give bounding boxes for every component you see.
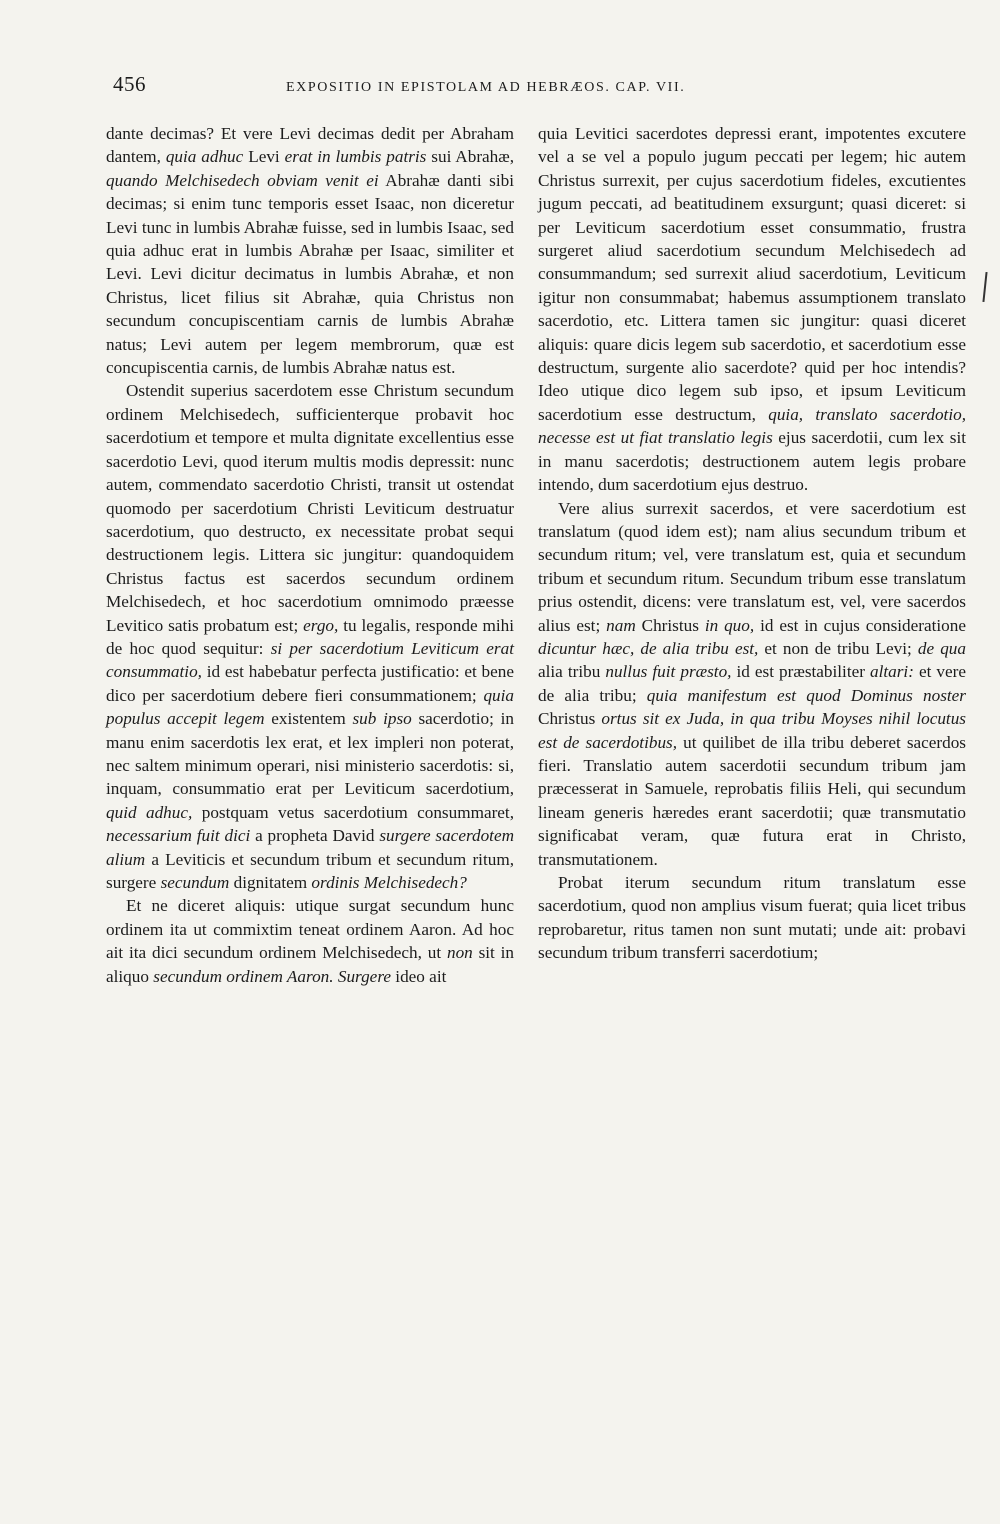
paragraph: [106, 122, 514, 379]
text-run: Levi: [243, 147, 285, 167]
italic-text: non: [446, 943, 473, 963]
page-number: 456: [113, 72, 146, 96]
italic-text: necessarium fuit dici: [106, 826, 251, 846]
text-run: Et ne diceret aliquis: utique surgat secundum hunc ordinem ita ut commixtim teneat ordinem Aaron. Ad hoc ait ita dici secundum ordinem Melchisedech, ut: [106, 896, 514, 963]
text-run: a Leviticis et secundum tribum et secundum ritum, surgere: [106, 849, 514, 892]
paragraph: [538, 871, 966, 965]
text-run: postquam vetus sacerdotium consummaret,: [192, 802, 515, 822]
text-run: id est in cujus consideratione: [754, 615, 966, 635]
text-run: et non de tribu Levi;: [758, 638, 918, 658]
text-run: tu legalis, responde mihi de hoc quod sequitur:: [106, 615, 514, 658]
text-run: sit in aliquo: [106, 943, 515, 986]
italic-text: secundum: [160, 873, 230, 892]
italic-text: surgere sacerdotem alium: [106, 826, 514, 869]
text-run: Vere alius surrexit sacerdos, et vere sacerdotium est translatum (quod idem est); nam alius secundum tribum et secundum ritum; vel, vere translatum est, quia et secundum tribum et secundum ritum. Secundum tribum esse translatum prius ostendit, dicens: vere translatum est, vel, vere sacerdos alius est;: [538, 498, 966, 635]
italic-text: ergo,: [303, 615, 339, 635]
italic-text: sub ipso: [352, 709, 412, 729]
margin-mark: [982, 272, 987, 302]
paragraph: [106, 379, 514, 894]
italic-text: quia adhuc: [165, 147, 244, 167]
italic-text: quia, translato sacerdotio, necesse est ut fiat translatio legis: [538, 404, 966, 448]
text-run: id est habebatur perfecta justificatio: et bene dico per sacerdotium debere fieri consummationem;: [106, 662, 514, 705]
text-run: ejus sacerdotii, cum lex sit in manu sacerdotis; destructionem autem legis probare intendo, dum sacerdotium ejus destruo.: [538, 428, 966, 495]
text-run: Christus: [538, 709, 602, 729]
italic-text: secundum ordinem Aaron. Surgere: [153, 966, 391, 986]
text-run: id est præstabiliter: [731, 662, 870, 682]
italic-text: nullus fuit præsto,: [605, 662, 732, 682]
italic-text: ordinis Melchisedech?: [311, 873, 467, 892]
text-run: sui Abrahæ,: [426, 147, 515, 167]
text-run: et vere de alia tribu;: [538, 662, 966, 705]
text-run: quia Levitici sacerdotes depressi erant, impotentes excutere vel a se vel a populo jugum peccati per legem; hic autem Christus surrexit, per cujus sacerdotium fideles, excutientes jugum peccati, ad beatitudinem exsurgunt; quasi diceret: si per Leviticum sacerdotium esset consummatio, frustra surgeret aliud sacerdotium secundum Melchisedech ad consummandum; sed surrexit aliud sacerdotium, Leviticum igitur non consummabat; habemus assumptionem translato sacerdotio, etc. Littera tamen sic jungitur: quasi diceret aliquis: quare dicis legem sub sacerdotio, et sacerdotium esse destructum, surgente alio sacerdote? quid per hoc intendis? Ideo utique dico legem sub ipso, et ipsum Leviticum sacerdotium esse destructum,: [538, 124, 966, 424]
italic-text: ortus sit ex Juda, in qua tribu Moyses nihil locutus est de sacerdotibus,: [538, 709, 966, 752]
italic-text: altari:: [870, 662, 914, 682]
running-head: EXPOSITIO IN EPISTOLAM AD HEBRÆOS. CAP. VII.: [286, 80, 686, 95]
right-column: [538, 122, 966, 965]
left-column: [106, 122, 514, 988]
text-run: ideo ait: [391, 966, 447, 986]
text-run: sacerdotio; in manu enim sacerdotis lex erat, et lex impleri non poterat, nec saltem minimum operari, nisi ministerio sacerdotis: si, inquam, consummatio erat per Leviticum sacerdotium,: [106, 709, 514, 799]
italic-text: erat in lumbis patris: [284, 147, 427, 167]
italic-text: si per sacerdotium Leviticum erat consummatio,: [106, 638, 514, 682]
italic-text: quid adhuc,: [106, 802, 193, 822]
text-run: a propheta David: [250, 826, 380, 846]
italic-text: quando Melchisedech obviam venit ei: [106, 170, 379, 190]
italic-text: dicuntur hæc, de alia tribu est,: [538, 638, 759, 658]
text-run: dante decimas? Et vere Levi decimas dedit per Abraham dantem,: [106, 124, 514, 167]
text-run: dignitatem: [229, 873, 312, 892]
italic-text: quia populus accepit legem: [106, 685, 514, 729]
italic-text: de qua: [917, 638, 966, 658]
text-run: Abrahæ danti sibi decimas; si enim tunc temporis esset Isaac, non diceretur Levi tunc in lumbis Abrahæ fuisse, sed in lumbis Isaac, sed quia adhuc erat in lumbis Abrahæ per Isaac, similiter et Levi. Levi dicitur decimatus in lumbis Abrahæ, et non Christus, licet filius sit Abrahæ, quia Christus non secundum concupiscentiam carnis de lumbis Abrahæ natus; Levi autem per legem membrorum, quæ est concupiscentia carnis, de lumbis Abrahæ natus est.: [106, 170, 514, 378]
italic-text: quia manifestum est quod Dominus noster: [646, 685, 966, 705]
text-run: Probat iterum secundum ritum translatum esse sacerdotium, quod non amplius visum fuerat; quia licet tribus reprobaretur, ritus tamen non sunt mutati; unde ait: probavi secundum tribum transferri sacerdotium;: [538, 873, 966, 963]
paragraph: [538, 122, 966, 497]
text-run: Christus: [635, 615, 705, 635]
italic-text: in quo,: [704, 615, 755, 635]
text-run: ut quilibet de illa tribu deberet sacerdos fieri. Translatio autem sacerdotii secundum tribum jam præcesserat in Samuele, reprobatis filiis Heli, qui secundum lineam generis hæredes erant sacerdotii; quæ transmutatio significabat veram, quæ futura erat in Christo, transmutationem.: [538, 732, 967, 869]
paragraph: [106, 894, 514, 988]
italic-text: nam: [606, 615, 636, 635]
paragraph: [538, 497, 966, 872]
text-run: alia tribu: [538, 662, 606, 682]
text-run: existentem: [264, 709, 353, 729]
text-run: Ostendit superius sacerdotem esse Christum secundum ordinem Melchisedech, sufficienterque probavit hoc sacerdotium et tempore et multa dignitate excellentius esse sacerdotio Levi, quod iterum multis modis depressit: nunc autem, commendato sacerdotio Christi, transit ut ostendat quomodo per sacerdotium Christi Leviticum destruatur sacerdotium, quo destructo, ex necessitate probat sequi destructionem legis. Littera sic jungitur: quandoquidem Christus factus est sacerdos secundum ordinem Melchisedech, et hoc sacerdotium omnimodo præesse Levitico satis probatum est;: [106, 381, 514, 635]
